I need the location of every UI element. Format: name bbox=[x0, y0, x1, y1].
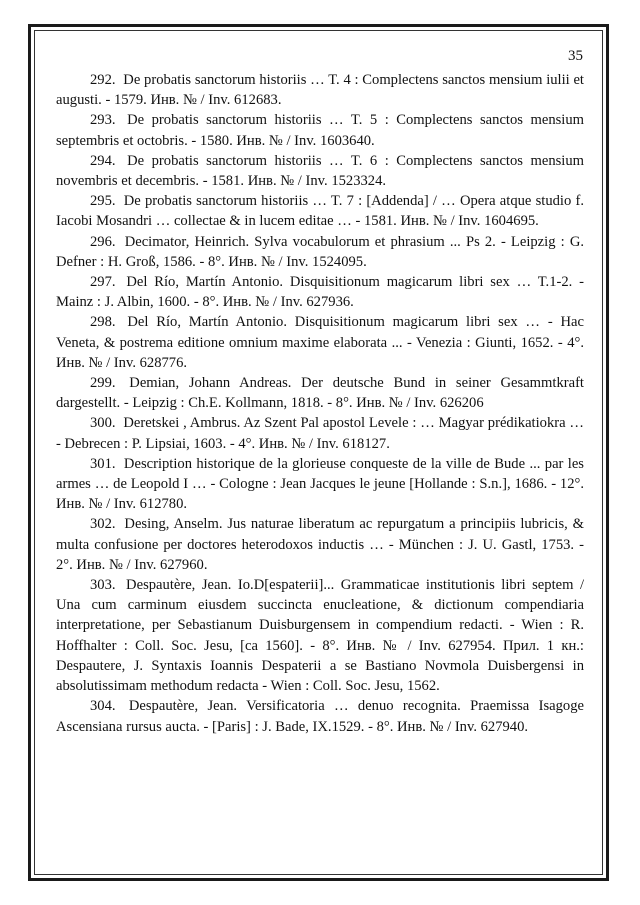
entry-text: De probatis sanctorum historiis … T. 6 : Complectens sanctos mensium novembris et decembris. - 1581. Инв. № / Inv. 1523324. bbox=[56, 152, 584, 190]
catalog-entry bbox=[56, 575, 584, 696]
catalog-entry bbox=[56, 413, 584, 453]
entry-number: 299. bbox=[90, 375, 116, 392]
entry-number: 295. bbox=[90, 193, 116, 210]
entry-number: 303. bbox=[90, 577, 116, 594]
catalog-entry bbox=[56, 454, 584, 515]
entry-text: De probatis sanctorum historiis … T. 5 : Complectens sanctos mensium septembris et octobris. - 1580. Инв. № / Inv. 1603640. bbox=[56, 112, 584, 149]
page-number: 35 bbox=[568, 48, 583, 64]
catalog-entry bbox=[56, 232, 584, 272]
catalog-entry bbox=[56, 373, 584, 413]
catalog-entry bbox=[56, 191, 584, 231]
entry-text: Decimator, Heinrich. Sylva vocabulorum et phrasium ... Ps 2. - Leipzig : G. Defner : H. Groß, 1586. - 8°. Инв. № / Inv. 1524095. bbox=[56, 233, 585, 270]
entry-text: Despautère, Jean. Io.D[espaterii]... Grammaticae institutionis libri septem / Una cum carminum eiusdem succincta enucleatione, & dictionum compendiaria interpretatione, per Sebastianum Duisburgensem in compendium redacti. - Wien : R. Hoffhalter : Coll. Soc. Jesu, [ca 1560]. - 8°. Инв. № / Inv. 627954. Прил. 1 кн.: Despautere, J. Syntaxis Ioannis Despaterii a se Bastiano Novmola Duisbergensi in absolutissimam methodum redacta - Wien : Coll. Soc. Jesu, 1562. bbox=[56, 577, 584, 695]
entry-number: 294. bbox=[90, 152, 116, 169]
catalog-entry bbox=[56, 312, 584, 373]
entry-number: 300. bbox=[90, 415, 116, 432]
entry-number: 301. bbox=[90, 455, 116, 472]
entry-number: 292. bbox=[90, 72, 116, 88]
catalog-entries bbox=[56, 70, 584, 737]
entry-text: De probatis sanctorum historiis … T. 4 : Complectens sanctos mensium iulii et augusti. - 1579. Инв. № / Inv. 612683. bbox=[56, 72, 584, 109]
catalog-entry bbox=[56, 70, 584, 110]
entry-text: Despautère, Jean. Versificatoria … denuo recognita. Praemissa Isagoge Ascensiana rursus aucta. - [Paris] : J. Bade, IX.1529. - 8°. Инв. № / Inv. 627940. bbox=[56, 698, 584, 735]
catalog-entry bbox=[56, 151, 584, 191]
entry-text: Description historique de la glorieuse conqueste de la ville de Bude ... par les armes … de Leopold I … - Cologne : Jean Jacques le jeune [Hollande : S.n.], 1686. - 12°. Инв. № / Inv. 612780. bbox=[56, 455, 584, 513]
entry-number: 297. bbox=[90, 274, 116, 291]
entry-number: 304. bbox=[90, 698, 116, 715]
entry-number: 293. bbox=[90, 112, 116, 129]
catalog-entry bbox=[56, 696, 584, 736]
entry-text: De probatis sanctorum historiis … T. 7 : [Addenda] / … Opera atque studio f. Iacobi Mosandri … collectae & in lucem editae … - 1581. Инв. № / Inv. 1604695. bbox=[56, 193, 584, 230]
entry-number: 302. bbox=[90, 516, 116, 533]
catalog-entry bbox=[56, 514, 584, 575]
entry-text: Del Río, Martín Antonio. Disquisitionum magicarum libri sex … - Hac Veneta, & postrema editione omnium maxime elaborata ... - Venezia : Giunti, 1652. - 4°. Инв. № / Inv. 628776. bbox=[56, 314, 584, 371]
entry-text: Demian, Johann Andreas. Der deutsche Bund in seiner Gesammtkraft dargestellt. - Leipzig : Ch.E. Kollmann, 1818. - 8°. Инв. № / Inv. 626206 bbox=[56, 375, 584, 412]
entry-text: Del Río, Martín Antonio. Disquisitionum magicarum libri sex … T.1-2. - Mainz : J. Albin, 1600. - 8°. Инв. № / Inv. 627936. bbox=[56, 274, 584, 311]
catalog-entry bbox=[56, 272, 584, 312]
entry-text: Desing, Anselm. Jus naturae liberatum ac repurgatum a principiis lubricis, & multa confusione per doctores heterodoxos inductis … - München : J. U. Gastl, 1753. - 2°. Инв. № / Inv. 627960. bbox=[56, 516, 584, 573]
catalog-entry bbox=[56, 110, 584, 150]
entry-number: 296. bbox=[90, 233, 116, 250]
entry-number: 298. bbox=[90, 314, 116, 331]
entry-text: Deretskei , Ambrus. Az Szent Pal apostol Levele : … Magyar prédikatiokra … - Debrecen : P. Lipsiai, 1603. - 4°. Инв. № / Inv. 618127. bbox=[56, 415, 584, 452]
